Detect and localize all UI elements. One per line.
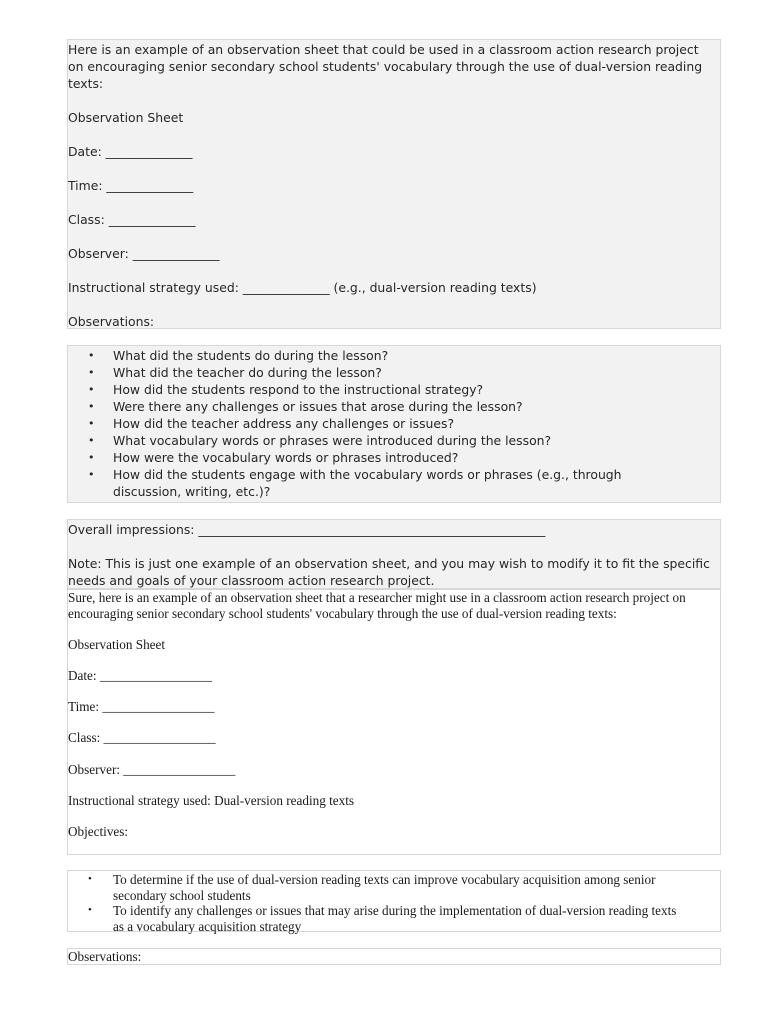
observation-sheet-block-2 [67, 589, 721, 855]
observer-field: Observer: _________________ [68, 761, 236, 777]
observations-heading: Observations: [68, 949, 142, 964]
observer-field: Observer: ______________ [68, 246, 220, 261]
strategy-field: Instructional strategy used: Dual-version reading texts [68, 792, 355, 808]
overall-impressions: Overall impressions: ________________________________________________________ [68, 522, 546, 537]
list-item: • What vocabulary words or phrases were introduced during the lesson? [68, 432, 712, 449]
objectives-block [67, 870, 721, 932]
observations-heading: Observations: [68, 314, 155, 329]
impressions-block [67, 519, 721, 589]
date-field: Date: ______________ [68, 144, 193, 159]
class-field: Class: _________________ [68, 730, 216, 746]
observation-sheet-block-1 [67, 39, 721, 329]
sheet-title: Observation Sheet [68, 110, 184, 125]
list-item: • How did the students respond to the instructional strategy? [68, 381, 712, 398]
observations-block [67, 948, 721, 965]
class-field: Class: ______________ [68, 212, 196, 227]
list-item: • What did the students do during the lesson? [68, 347, 712, 364]
intro-paragraph: Here is an example of an observation sheet that could be used in a classroom action research project on encouraging senior secondary school students' vocabulary through the use of dual-version reading texts: [68, 42, 703, 91]
date-field: Date: _________________ [68, 667, 212, 683]
note-paragraph: Note: This is just one example of an observation sheet, and you may wish to modify it to fit the specific needs and goals of your classroom action research project. [68, 556, 710, 588]
questions-list [68, 347, 712, 500]
list-item: • To determine if the use of dual-version reading texts can improve vocabulary acquisition among senior secondary school students [68, 872, 680, 903]
time-field: Time: _________________ [68, 699, 215, 715]
list-item: • How did the students engage with the vocabulary words or phrases (e.g., through discussion, writing, etc.)? [68, 466, 712, 500]
list-item: • To identify any challenges or issues that may arise during the implementation of dual-version reading texts as a vocabulary acquisition strategy [68, 903, 680, 934]
strategy-field: Instructional strategy used: ______________ (e.g., dual-version reading texts) [68, 280, 537, 295]
questions-block [67, 345, 721, 503]
sheet-title: Observation Sheet [68, 636, 166, 652]
list-item: • How did the teacher address any challenges or issues? [68, 415, 712, 432]
time-field: Time: ______________ [68, 178, 194, 193]
list-item: • Were there any challenges or issues that arose during the lesson? [68, 398, 712, 415]
list-item: • How were the vocabulary words or phrases introduced? [68, 449, 712, 466]
intro-paragraph: Sure, here is an example of an observation sheet that a researcher might use in a classroom action research project on encouraging senior secondary school students' vocabulary through the use of dual-version reading texts: [68, 590, 686, 621]
list-item: • What did the teacher do during the lesson? [68, 364, 712, 381]
objectives-list [68, 872, 680, 934]
objectives-heading: Objectives: [68, 823, 129, 839]
